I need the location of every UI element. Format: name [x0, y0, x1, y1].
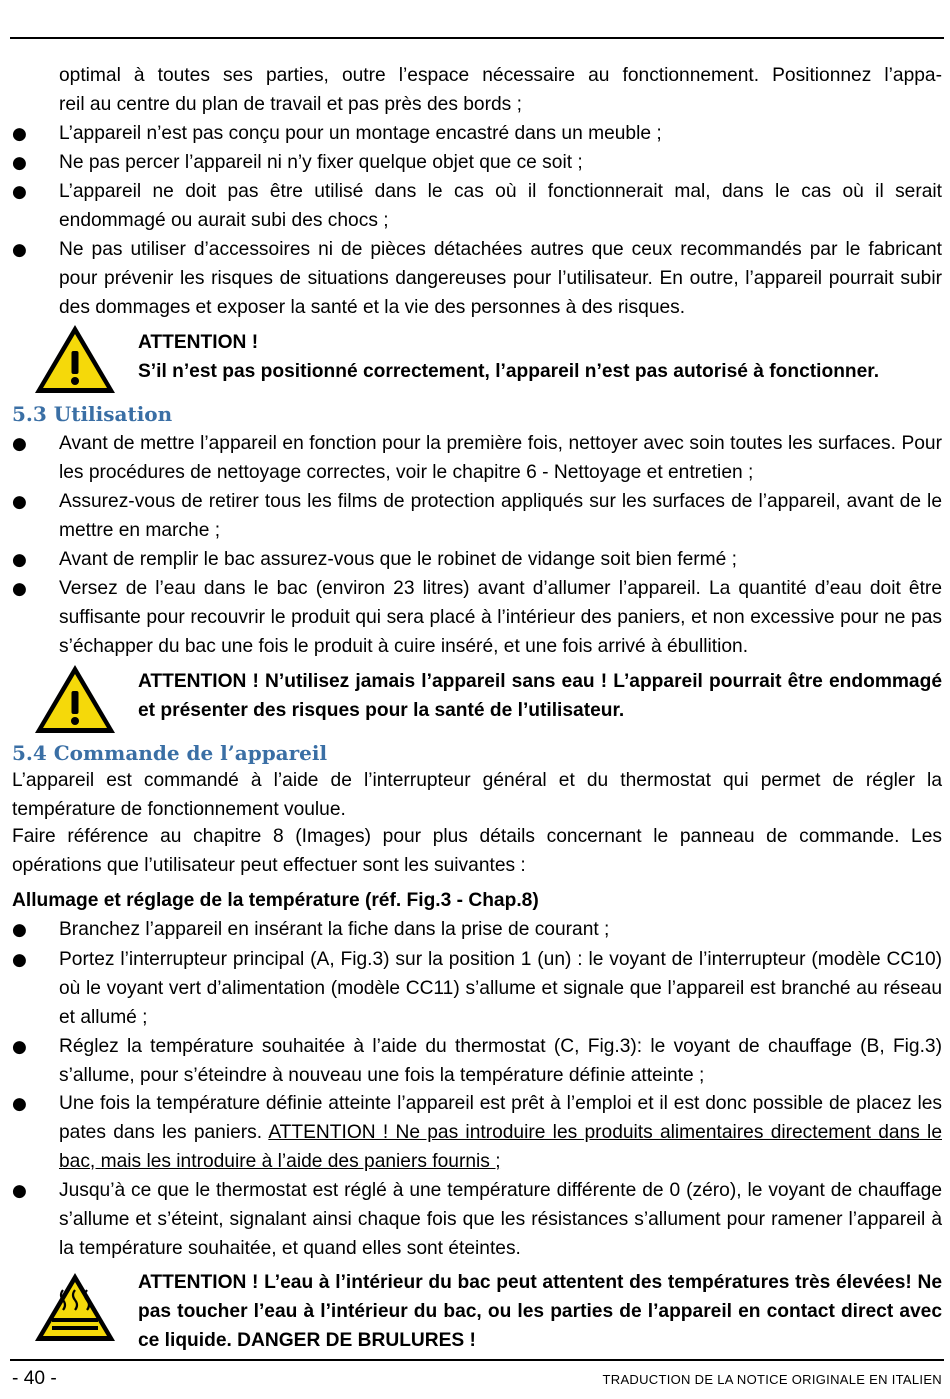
- bullet-icon: ●: [12, 550, 27, 570]
- warning-block-3: ATTENTION ! L’eau à l’intérieur du bac peut attentent des températures très élevées! Ne pas toucher l’eau à l’intérieur du bac, ou les parties de l’appareil en contact direct avec ce liquide. DANGER DE BRULURES !: [138, 1272, 942, 1351]
- paragraph: Faire référence au chapitre 8 (Images) pour plus détails concernant le panneau de commande. Les opérations que l’utilisateur peut effectuer sont les suivantes :: [12, 826, 942, 876]
- list-item: [12, 1090, 942, 1176]
- subheading: Allumage et réglage de la température (réf. Fig.3 - Chap.8): [12, 890, 539, 911]
- warning-block-1: [138, 329, 942, 387]
- list-item-text: Avant de remplir le bac assurez-vous que le robinet de vidange soit bien fermé ;: [59, 549, 737, 570]
- list-item-text: Ne pas utiliser d’accessoires ni de pièces détachées autres que ceux recommandés par le fabricant pour prévenir les risques de situations dangereuses pour l’utilisateur. En outre, l’appareil pourrait subir des dommages et exposer la santé et la vie des personnes à des risques.: [59, 239, 942, 318]
- paragraph: L’appareil est commandé à l’aide de l’interrupteur général et du thermostat qui permet de régler la température de fonctionnement voulue.: [12, 770, 942, 820]
- bullet-icon: ●: [12, 1181, 27, 1201]
- exclamation-warning-icon: [32, 322, 118, 396]
- list-item: [12, 1177, 942, 1263]
- bullet-icon: ●: [12, 1094, 27, 1114]
- hot-surface-warning-icon: [32, 1270, 118, 1344]
- footer-text: TRADUCTION DE LA NOTICE ORIGINALE EN ITALIEN: [602, 1372, 942, 1387]
- list-item-text: Réglez la température souhaitée à l’aide du thermostat (C, Fig.3): le voyant de chauffage (B, Fig.3) s’allume, pour s’éteindre à nouveau une fois la température définie atteinte ;: [59, 1036, 942, 1086]
- list-item-text: Jusqu’à ce que le thermostat est réglé à une température différente de 0 (zéro), le voyant de chauffage s’allume et s’éteint, signalant ainsi chaque fois que les résistances s’allument pour ramener l’appareil à la température souhaitée, et quand elles sont éteintes.: [59, 1180, 942, 1259]
- underlined-warning-text: ATTENTION ! Ne pas introduire les produits alimentaires directement dans le bac, mais les introduire à l’aide des paniers fournis ;: [59, 1121, 942, 1172]
- list-item: [12, 236, 942, 322]
- page-number: - 40 -: [12, 1368, 57, 1389]
- bullet-icon: ●: [12, 434, 27, 454]
- list-item-text: Assurez-vous de retirer tous les films de protection appliqués sur les surfaces de l’appareil, avant de le mettre en marche ;: [59, 491, 942, 541]
- bullet-icon: ●: [12, 579, 27, 599]
- top-rule: [10, 37, 944, 39]
- bullet-icon: ●: [12, 1037, 27, 1057]
- warning-text: S’il n’est pas positionné correctement, l’appareil n’est pas autorisé à fonctionner.: [138, 360, 880, 382]
- bottom-rule: [10, 1359, 944, 1361]
- warning-title: ATTENTION !: [138, 332, 259, 353]
- warning-block-2: ATTENTION ! N’utilisez jamais l’appareil sans eau ! L’appareil pourrait être endommagé et présenter des risques pour la santé de l’utilisateur.: [138, 671, 942, 721]
- section-heading-5-4: 5.4 Commande de l’appareil: [12, 741, 328, 765]
- list-item-text-plain: Une fois la température définie atteinte l’appareil est prêt à l’emploi et il est donc possible de placez les pates dans les paniers.: [59, 1093, 942, 1143]
- list-item-text: Branchez l’appareil en insérant la fiche dans la prise de courant ;: [59, 919, 610, 940]
- intro-line-2: reil au centre du plan de travail et pas près des bords ;: [59, 93, 522, 115]
- list-item: [12, 546, 942, 575]
- list-item-text: L’appareil ne doit pas être utilisé dans le cas où il fonctionnerait mal, dans le cas où il serait endommagé ou aurait subi des chocs ;: [59, 181, 942, 231]
- bullet-icon: ●: [12, 240, 27, 260]
- list-item-text: Portez l’interrupteur principal (A, Fig.3) sur la position 1 (un) : le voyant de l’interrupteur (modèle CC10) où le voyant vert d’alimentation (modèle CC11) s’allume et signale que l’appareil est branché au réseau et allumé ;: [59, 949, 942, 1028]
- list-item: [12, 149, 942, 178]
- intro-continuation: [59, 62, 942, 120]
- bullet-icon: ●: [12, 124, 27, 144]
- list-item: [12, 430, 942, 488]
- list-item-text: Avant de mettre l’appareil en fonction pour la première fois, nettoyer avec soin toutes les surfaces. Pour les procédures de nettoyage correctes, voir le chapitre 6 - Nettoyage et entretien ;: [59, 433, 942, 483]
- bullet-icon: ●: [12, 153, 27, 173]
- list-item-text: [59, 1090, 942, 1176]
- list-item: [12, 575, 942, 661]
- list-item-text: Versez de l’eau dans le bac (environ 23 litres) avant d’allumer l’appareil. La quantité d’eau doit être suffisante pour recouvrir le produit qui sera placé à l’intérieur des paniers, et non excessive pour ne pas s’échapper du bac une fois le produit à cuire inséré, et une fois arrivé à ébullition.: [59, 578, 942, 657]
- list-item: [12, 488, 942, 546]
- intro-line-1: optimal à toutes ses parties, outre l’espace nécessaire au fonctionnement. Positionnez l’appa-: [59, 65, 942, 86]
- section-heading-5-3: 5.3 Utilisation: [12, 402, 173, 426]
- list-item: [12, 946, 942, 1032]
- exclamation-warning-icon: [32, 662, 118, 736]
- bullet-icon: ●: [12, 920, 27, 940]
- list-item-text: L’appareil n’est pas conçu pour un montage encastré dans un meuble ;: [59, 123, 662, 144]
- bullet-icon: ●: [12, 182, 27, 202]
- bullet-icon: ●: [12, 950, 27, 970]
- list-item: [12, 916, 942, 945]
- list-item-text: Ne pas percer l’appareil ni n’y fixer quelque objet que ce soit ;: [59, 152, 583, 173]
- list-item: [12, 178, 942, 236]
- bullet-icon: ●: [12, 492, 27, 512]
- list-item: [12, 1033, 942, 1091]
- list-item: [12, 120, 942, 149]
